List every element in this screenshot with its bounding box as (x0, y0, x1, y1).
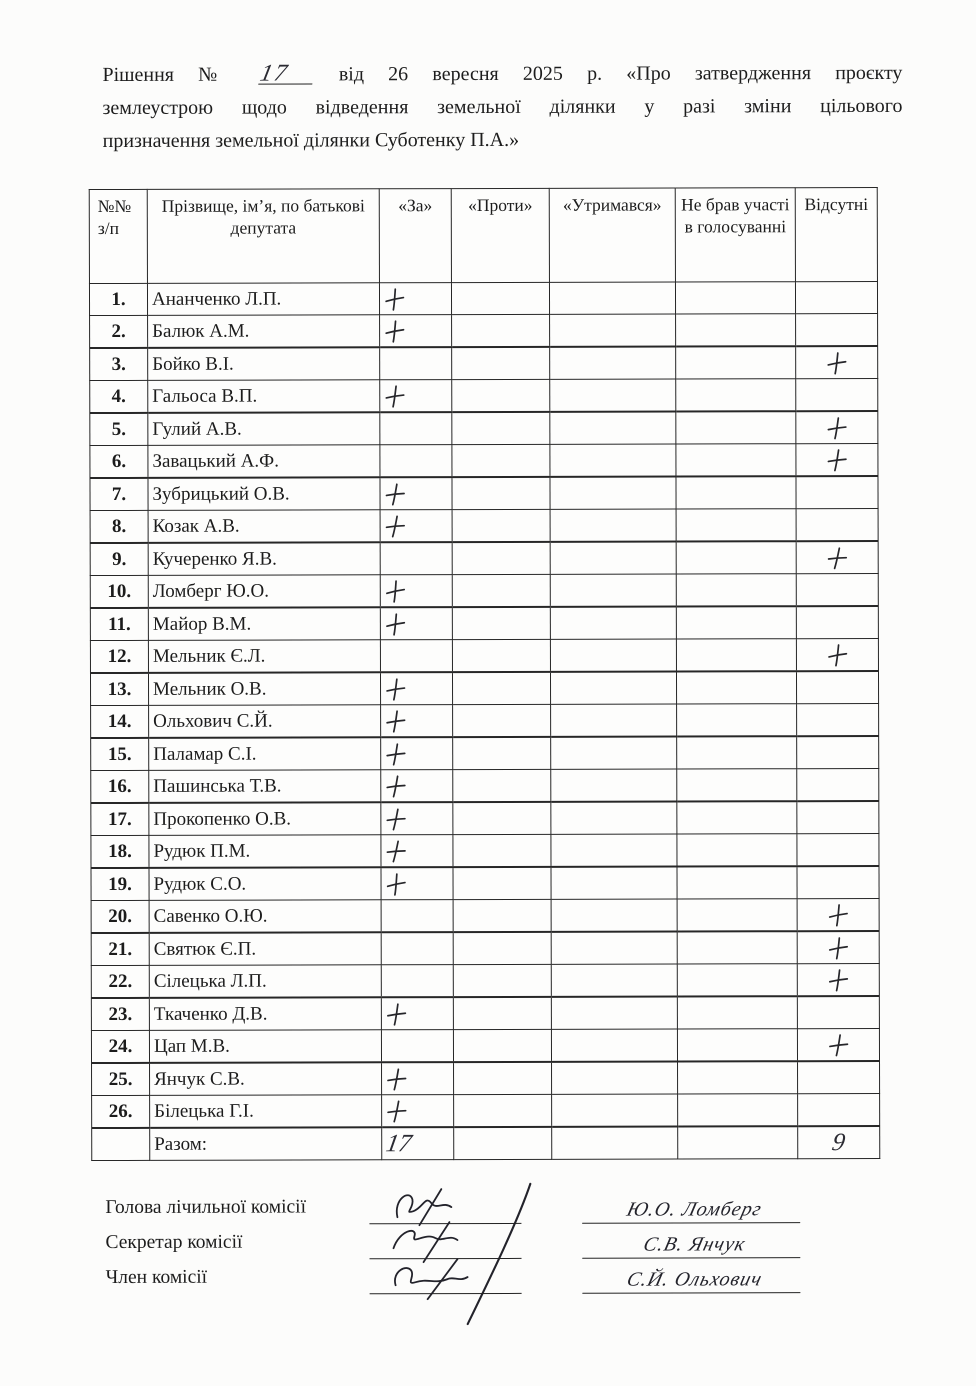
vote-plus-mark (828, 967, 849, 991)
table-row (90, 476, 878, 511)
vote-za-cell (380, 477, 452, 510)
header-ne-brav: Не брав участі в голосуванні (675, 188, 795, 282)
row-number: 26. (92, 1095, 150, 1128)
vote-ne-brav-cell (677, 931, 797, 964)
vote-proty-cell (452, 444, 550, 477)
vote-plus-mark (827, 642, 849, 667)
handwritten-total-za: 17 (383, 1129, 414, 1157)
table-row (92, 1061, 880, 1096)
table-row (92, 1093, 880, 1128)
vote-plus-mark (384, 481, 406, 506)
deputy-name: Паламар С.І. (149, 737, 381, 770)
table-row (90, 671, 878, 706)
vote-proty-cell (452, 412, 550, 445)
vote-vidsutni-cell (796, 638, 878, 671)
vote-ne-brav-cell (676, 671, 796, 704)
header-proty: «Проти» (451, 188, 549, 282)
deputy-name: Святюк Є.П. (149, 932, 381, 965)
vote-ne-brav-cell (677, 899, 797, 932)
vote-plus-mark (385, 773, 407, 798)
vote-proty-cell (452, 542, 550, 575)
deputy-name: Ананченко Л.П. (147, 283, 379, 316)
row-number: 11. (90, 608, 148, 641)
vote-ne-brav-cell (676, 574, 796, 607)
totals-utrymavsia-cell (552, 1127, 678, 1160)
vote-vidsutni-cell (798, 1093, 880, 1126)
row-number: 1. (89, 283, 147, 315)
header-vidsutni: Відсутні (795, 187, 877, 281)
row-number: 17. (91, 803, 149, 836)
vote-ne-brav-cell (677, 866, 797, 899)
vote-vidsutni-cell (796, 378, 878, 411)
handwritten-total-vidsutni: 9 (830, 1128, 848, 1156)
totals-vidsutni-cell (798, 1126, 880, 1159)
table-row (91, 996, 879, 1031)
signature-scribble (370, 1263, 522, 1294)
vote-ne-brav-cell (678, 1061, 798, 1094)
row-number: 20. (91, 900, 149, 933)
vote-za-cell (381, 737, 453, 770)
deputy-name: Ломберг Ю.О. (148, 575, 380, 608)
vote-ne-brav-cell (677, 834, 797, 867)
vote-vidsutni-cell (797, 1028, 879, 1061)
vote-proty-cell (452, 639, 550, 672)
vote-plus-mark (386, 1002, 407, 1026)
vote-utrymavsia-cell (551, 932, 677, 965)
totals-row (92, 1126, 880, 1161)
vote-ne-brav-cell (675, 282, 795, 314)
vote-plus-mark (385, 742, 406, 766)
vote-proty-cell (453, 1029, 551, 1062)
vote-za-cell (380, 510, 452, 543)
vote-za-cell (380, 672, 452, 705)
vote-ne-brav-cell (677, 704, 797, 737)
deputy-name: Бойко В.І. (148, 347, 380, 380)
row-number: 16. (91, 770, 149, 803)
table-row (90, 411, 878, 446)
totals-label: Разом: (150, 1127, 382, 1160)
row-number: 18. (91, 835, 149, 868)
vote-za-cell (382, 1062, 454, 1095)
vote-za-cell (381, 835, 453, 868)
title-line-2: землеустрою щодо відведення земельної ділянки у разі зміни цільового (102, 94, 903, 120)
vote-utrymavsia-cell (550, 672, 676, 705)
table-row (90, 378, 878, 413)
vote-proty-cell (452, 477, 550, 510)
vote-za-cell (380, 347, 452, 380)
row-number: 4. (90, 380, 148, 413)
row-number: 19. (91, 868, 149, 901)
vote-vidsutni-cell (798, 1061, 880, 1094)
vote-utrymavsia-cell (551, 802, 677, 835)
vote-utrymavsia-cell (550, 477, 676, 510)
vote-za-cell (380, 412, 452, 445)
vote-za-cell (379, 283, 451, 315)
vote-plus-mark (384, 384, 405, 408)
row-number: 22. (91, 965, 149, 998)
deputy-name: Рудюк П.М. (149, 835, 381, 868)
vote-proty-cell (452, 347, 550, 380)
vote-vidsutni-cell (797, 963, 879, 996)
vote-plus-mark (827, 902, 849, 927)
vote-vidsutni-cell (796, 541, 878, 574)
row-number: 12. (90, 640, 148, 673)
title-line-1 (102, 57, 902, 92)
vote-ne-brav-cell (677, 1029, 797, 1062)
vote-plus-mark (384, 578, 407, 603)
vote-za-cell (381, 867, 453, 900)
vote-ne-brav-cell (677, 964, 797, 997)
signature-handwritten-name: С.Й. Ольхович (582, 1266, 807, 1294)
vote-utrymavsia-cell (551, 834, 677, 867)
totals-za-cell (382, 1127, 454, 1160)
table-row (91, 833, 879, 868)
vote-plus-mark (383, 318, 405, 343)
vote-vidsutni-cell (796, 606, 878, 639)
vote-plus-mark (828, 1032, 849, 1056)
vote-utrymavsia-cell (551, 964, 677, 997)
signature-label: Член комісії (105, 1266, 208, 1289)
page-content (0, 57, 976, 1296)
vote-proty-cell (454, 1062, 552, 1095)
vote-utrymavsia-cell (550, 379, 676, 412)
vote-vidsutni-cell (796, 346, 878, 379)
handwritten-decision-number: 17 (258, 63, 316, 84)
signature-handwritten-name: Ю.О. Ломберг (582, 1196, 807, 1224)
vote-za-cell (381, 770, 453, 803)
vote-vidsutni-cell (797, 736, 879, 769)
deputy-name: Прокопенко О.В. (149, 802, 381, 835)
vote-ne-brav-cell (676, 606, 796, 639)
vote-plus-mark (384, 611, 406, 636)
deputy-name: Ткаченко Д.В. (149, 997, 381, 1030)
row-number: 10. (90, 575, 148, 608)
vote-za-cell (381, 900, 453, 933)
vote-utrymavsia-cell (551, 1029, 677, 1062)
deputy-name: Янчук С.В. (150, 1062, 382, 1095)
vote-proty-cell (452, 314, 550, 347)
vote-ne-brav-cell (676, 509, 796, 542)
vote-plus-mark (384, 513, 406, 538)
row-number: 21. (91, 933, 149, 966)
vote-utrymavsia-cell (551, 769, 677, 802)
vote-ne-brav-cell (676, 411, 796, 444)
table-row (91, 1028, 879, 1063)
deputy-name: Сілецька Л.П. (149, 965, 381, 998)
vote-ne-brav-cell (676, 346, 796, 379)
signature-row-head (105, 1189, 905, 1225)
voting-table-body (89, 281, 879, 1128)
deputy-name: Козак А.В. (148, 510, 380, 543)
vote-za-cell (380, 542, 452, 575)
vote-vidsutni-cell (797, 996, 879, 1029)
table-row (90, 313, 878, 348)
header-num: №№ з/п (89, 189, 147, 283)
row-number: 25. (92, 1063, 150, 1096)
table-row (91, 768, 879, 803)
row-number: 3. (90, 348, 148, 381)
vote-proty-cell (453, 737, 551, 770)
vote-za-cell (380, 380, 452, 413)
vote-za-cell (380, 640, 452, 673)
table-row (90, 443, 878, 478)
row-number: 8. (90, 510, 148, 543)
signature-scribble (369, 1228, 521, 1259)
vote-proty-cell (452, 574, 550, 607)
vote-utrymavsia-cell (551, 704, 677, 737)
vote-proty-cell (453, 899, 551, 932)
vote-utrymavsia-cell (549, 282, 675, 314)
row-number: 13. (90, 673, 148, 706)
vote-proty-cell (453, 997, 551, 1030)
vote-plus-mark (827, 935, 849, 960)
vote-proty-cell (453, 802, 551, 835)
row-number: 24. (91, 1030, 149, 1063)
vote-plus-mark (386, 1098, 408, 1123)
title-line-3: призначення земельної ділянки Суботенку П.А.» (102, 128, 520, 153)
table-row (90, 541, 878, 576)
vote-za-cell (380, 315, 452, 348)
vote-proty-cell (453, 964, 551, 997)
vote-vidsutni-cell (796, 508, 878, 541)
vote-proty-cell (454, 1094, 552, 1127)
vote-utrymavsia-cell (551, 867, 677, 900)
vote-proty-cell (452, 607, 550, 640)
vote-utrymavsia-cell (552, 1062, 678, 1095)
voting-table-header (89, 187, 877, 283)
row-number: 9. (90, 543, 148, 576)
vote-ne-brav-cell (678, 1094, 798, 1127)
vote-utrymavsia-cell (550, 574, 676, 607)
vote-za-cell (380, 607, 452, 640)
deputy-name: Рудюк С.О. (149, 867, 381, 900)
voting-table (89, 187, 881, 1161)
vote-ne-brav-cell (677, 736, 797, 769)
vote-vidsutni-cell (796, 313, 878, 346)
vote-ne-brav-cell (677, 996, 797, 1029)
table-row (91, 801, 879, 836)
vote-za-cell (380, 575, 452, 608)
vote-vidsutni-cell (797, 833, 879, 866)
table-row (90, 638, 878, 673)
vote-plus-mark (826, 416, 847, 440)
vote-plus-mark (385, 838, 408, 863)
vote-proty-cell (453, 769, 551, 802)
totals-num-cell (92, 1128, 150, 1161)
header-name: Прізвище, ім’я, по батькові депутата (147, 189, 379, 284)
vote-ne-brav-cell (676, 476, 796, 509)
vote-utrymavsia-cell (550, 639, 676, 672)
vote-proty-cell (453, 704, 551, 737)
vote-za-cell (381, 802, 453, 835)
vote-utrymavsia-cell (550, 444, 676, 477)
row-number: 15. (91, 738, 149, 771)
vote-ne-brav-cell (677, 769, 797, 802)
vote-plus-mark (826, 545, 849, 570)
deputy-name: Кучеренко Я.В. (148, 542, 380, 575)
vote-plus-mark (385, 871, 408, 896)
vote-plus-mark (385, 677, 406, 701)
vote-ne-brav-cell (676, 639, 796, 672)
vote-ne-brav-cell (676, 379, 796, 412)
vote-vidsutni-cell (797, 931, 879, 964)
totals-proty-cell (454, 1127, 552, 1160)
vote-utrymavsia-cell (550, 542, 676, 575)
vote-plus-mark (383, 286, 406, 311)
table-row (90, 573, 878, 608)
deputy-name: Балюк А.М. (148, 315, 380, 348)
table-row (91, 736, 879, 771)
deputy-name: Гулий А.В. (148, 412, 380, 445)
vote-proty-cell (453, 834, 551, 867)
deputy-name: Майор В.М. (148, 607, 380, 640)
table-row (91, 866, 879, 901)
totals-ne-brav-cell (678, 1126, 798, 1159)
vote-za-cell (381, 705, 453, 738)
vote-proty-cell (452, 672, 550, 705)
vote-za-cell (382, 1095, 454, 1128)
vote-plus-mark (826, 350, 848, 375)
vote-vidsutni-cell (796, 411, 878, 444)
signature-row-secretary (105, 1224, 905, 1260)
vote-plus-mark (826, 447, 847, 471)
vote-za-cell (381, 932, 453, 965)
vote-plus-mark (385, 806, 407, 831)
signature-scribble (369, 1193, 521, 1224)
vote-utrymavsia-cell (551, 899, 677, 932)
row-number: 6. (90, 445, 148, 478)
vote-utrymavsia-cell (552, 1094, 678, 1127)
vote-za-cell (381, 1030, 453, 1063)
table-row (90, 346, 878, 381)
deputy-name: Мельник О.В. (148, 672, 380, 705)
vote-utrymavsia-cell (550, 412, 676, 445)
vote-za-cell (381, 965, 453, 998)
table-row (90, 606, 878, 641)
vote-vidsutni-cell (796, 671, 878, 704)
signature-label: Секретар комісії (105, 1231, 243, 1254)
row-number: 14. (91, 705, 149, 738)
vote-vidsutni-cell (797, 768, 879, 801)
title-prefix: Рішення № (102, 63, 237, 87)
title-suffix: від 26 вересня 2025 р. «Про затвердження проєкту (338, 61, 903, 86)
signature-label: Голова лічильної комісії (105, 1196, 307, 1219)
header-za: «За» (379, 189, 451, 283)
vote-utrymavsia-cell (550, 314, 676, 347)
vote-vidsutni-cell (797, 703, 879, 736)
vote-utrymavsia-cell (551, 997, 677, 1030)
deputy-name: Білецька Г.І. (150, 1095, 382, 1128)
vote-utrymavsia-cell (551, 737, 677, 770)
deputy-name: Савенко О.Ю. (149, 900, 381, 933)
vote-vidsutni-cell (795, 281, 877, 313)
vote-za-cell (380, 445, 452, 478)
table-row (89, 281, 877, 315)
vote-vidsutni-cell (797, 801, 879, 834)
vote-plus-mark (385, 709, 406, 733)
table-row (91, 703, 879, 738)
vote-ne-brav-cell (676, 444, 796, 477)
vote-vidsutni-cell (796, 476, 878, 509)
deputy-name: Цап М.В. (149, 1030, 381, 1063)
vote-ne-brav-cell (676, 541, 796, 574)
vote-utrymavsia-cell (550, 607, 676, 640)
row-number: 7. (90, 478, 148, 511)
vote-proty-cell (451, 282, 549, 314)
signature-block (105, 1189, 905, 1295)
vote-plus-mark (386, 1066, 408, 1091)
deputy-name: Пашинська Т.В. (149, 770, 381, 803)
deputy-name: Завацький А.Ф. (148, 445, 380, 478)
row-number: 5. (90, 413, 148, 446)
header-utrymavsia: «Утримався» (549, 188, 675, 282)
vote-ne-brav-cell (677, 801, 797, 834)
vote-za-cell (381, 997, 453, 1030)
deputy-name: Ольхович С.Й. (149, 705, 381, 738)
table-row (91, 963, 879, 998)
document-title (102, 57, 902, 158)
vote-proty-cell (452, 509, 550, 542)
vote-proty-cell (453, 867, 551, 900)
row-number: 23. (91, 998, 149, 1031)
row-number: 2. (90, 315, 148, 348)
vote-vidsutni-cell (797, 898, 879, 931)
signature-handwritten-name: С.В. Янчук (582, 1231, 807, 1259)
vote-vidsutni-cell (797, 866, 879, 899)
vote-vidsutni-cell (796, 443, 878, 476)
table-row (90, 508, 878, 543)
vote-proty-cell (452, 379, 550, 412)
vote-utrymavsia-cell (550, 509, 676, 542)
deputy-name: Мельник Є.Л. (148, 640, 380, 673)
vote-vidsutni-cell (796, 573, 878, 606)
vote-ne-brav-cell (676, 314, 796, 347)
deputy-name: Гальоса В.П. (148, 380, 380, 413)
vote-utrymavsia-cell (550, 347, 676, 380)
vote-proty-cell (453, 932, 551, 965)
signature-row-member (106, 1259, 906, 1295)
table-row (91, 931, 879, 966)
table-row (91, 898, 879, 933)
deputy-name: Зубрицький О.В. (148, 477, 380, 510)
